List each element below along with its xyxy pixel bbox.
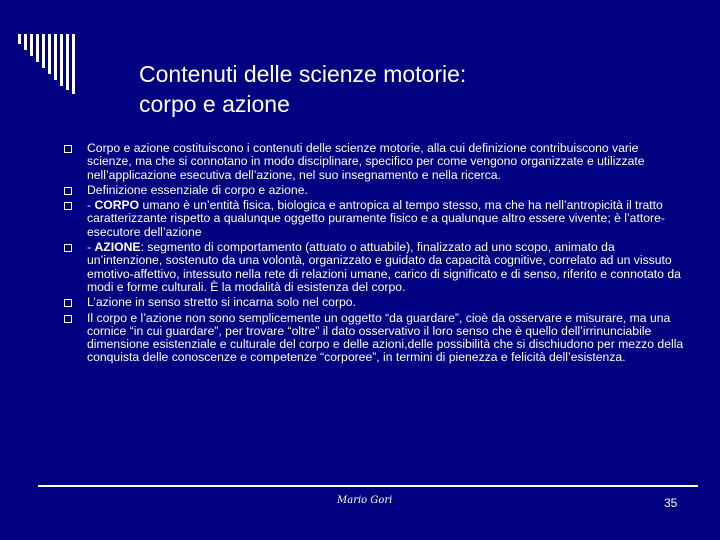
title-line-2: corpo e azione bbox=[139, 91, 290, 117]
square-bullet-icon bbox=[64, 187, 72, 195]
footer-author: Mario Gori bbox=[337, 495, 393, 506]
bullet-list bbox=[64, 142, 686, 367]
footer-divider bbox=[38, 485, 698, 487]
bullet-text: : segmento di comportamento (attuato o attuabile), finalizzato ad uno scopo, animato da un’intenzione, sostenuto da una volontà, organizzato e guidato da capacità cognitive, correlato ad un vissuto emotivo-affettivo, intessuto nella rete di relazioni umane, carico di significato e di senso, riferito e connotato da modi e forme culturali. È la modalità di esistenza del corpo. bbox=[87, 240, 681, 294]
title-line-1: Contenuti delle scienze motorie: bbox=[139, 61, 467, 87]
bullet-item bbox=[64, 296, 686, 309]
bullet-text: Corpo e azione costituiscono i contenuti delle scienze motorie, alla cui definizione contribuiscono varie scienze, ma che si connotano in modo disciplinare, specifico per come vengono organizzate e utilizzate nell’applicazione esecutiva dell’azione, nel suo insegnamento e nella ricerca. bbox=[87, 141, 645, 182]
bullet-item bbox=[64, 312, 686, 365]
bullet-text: Definizione essenziale di corpo e azione. bbox=[87, 182, 308, 197]
bullet-prefix: - bbox=[87, 240, 95, 255]
slide-title bbox=[139, 59, 699, 119]
bullet-text: umano è un’entità fisica, biologica e antropica al tempo stesso, ma che ha nell’antropicità il tratto caratterizzante rispetto a qualunque oggetto puramente fisico e a qualunque altro essere vivente; è l’attore-esecutore dell’azione bbox=[87, 198, 665, 239]
bullet-text: Il corpo e l’azione non sono semplicemente un oggetto “da guardare”, cioè da osservare e misurare, ma una cornice “in cui guardare”, per trovare “oltre” il dato osservativo il loro senso che è quello dell’irrinunciabile dimensione esistenziale e culturale del corpo e delle azioni,delle possibilità che si dischiudono per mezzo della conquista delle conoscenze e competenze “corporee”, in termini di pienezza e felicità dell’esistenza. bbox=[87, 310, 684, 365]
square-bullet-icon bbox=[64, 244, 72, 252]
page-number: 35 bbox=[664, 496, 678, 510]
bullet-keyword: CORPO bbox=[94, 198, 140, 213]
bullet-prefix: - bbox=[87, 198, 95, 213]
bullet-item bbox=[64, 142, 686, 182]
bullet-keyword: AZIONE bbox=[94, 240, 141, 255]
square-bullet-icon bbox=[64, 145, 72, 153]
square-bullet-icon bbox=[64, 315, 72, 323]
square-bullet-icon bbox=[64, 299, 72, 307]
bullet-text: L’azione in senso stretto si incarna solo nel corpo. bbox=[87, 295, 356, 310]
bullet-item bbox=[64, 241, 686, 294]
bullet-item bbox=[64, 184, 686, 197]
square-bullet-icon bbox=[64, 202, 72, 210]
bullet-item bbox=[64, 199, 686, 239]
